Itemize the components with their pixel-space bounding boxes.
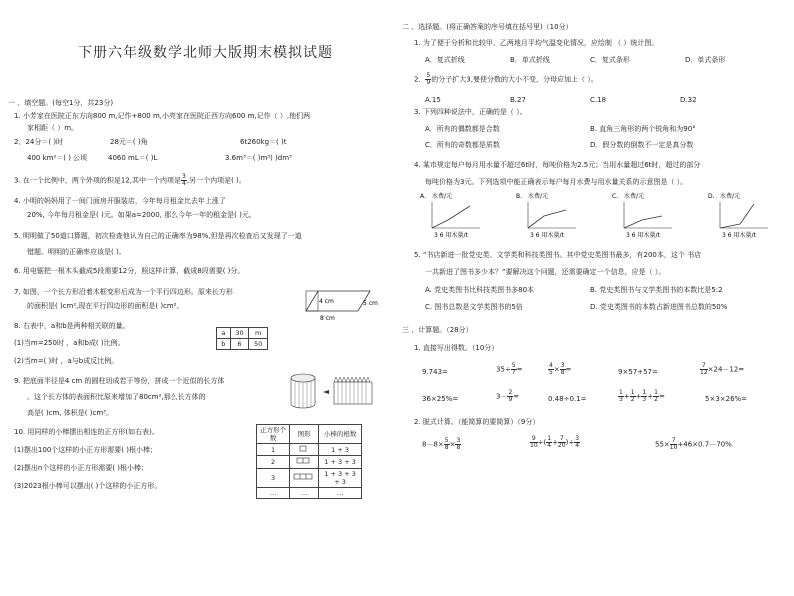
three-squares-shape	[293, 473, 315, 480]
table-row: 3 1 + 3 + 3 + 3	[257, 468, 362, 487]
fig-label-4cm: 4 cm	[319, 298, 334, 305]
mc-q3-opt-d: D．假分数的倒数不一定是真分数	[590, 141, 694, 149]
section-2-header: 二 、选择题。(将正确答案的序号填在括号里)（10分）	[402, 23, 573, 31]
q2-e: 4060 mL＝( )L	[108, 154, 158, 162]
svg-text:3 6 用水量/t: 3 6 用水量/t	[434, 232, 468, 239]
table-row: 2 1 + 3 + 3	[257, 456, 362, 468]
calc-r2-c2: 3－ $\frac{2}{9}$ =	[496, 389, 520, 403]
mc-q3-opt-b: B. 直角三角形的两个锐角和为90°	[590, 125, 696, 133]
svg-text:水费/元: 水费/元	[720, 193, 741, 200]
graph-d	[708, 192, 768, 239]
mc-q5-opt-a: A. 党史类图书比科技类图书多80本	[425, 286, 535, 294]
q8-intro: 8. 右表中，a和b是两种相关联的量。	[14, 322, 130, 330]
graph-c	[612, 192, 672, 239]
q3: 3. 在一个比例中，两个外项的积是12,其中一个内项是 $\frac{3}{4}$ ,另一个内项是( )。	[14, 173, 246, 187]
q7-line1: 7. 如图，一个长方形沿着木框变形后成为一个平行四边形。原来长方形	[14, 288, 233, 296]
svg-text:水费/元: 水费/元	[528, 193, 549, 200]
q10-intro: 10. 用同样的小棒摆出相连的正方形(如右表)。	[14, 428, 159, 436]
mc-q2-opt-c: C.18	[590, 96, 607, 104]
mc-q1-opt-a: A．复式折线	[425, 56, 465, 64]
graph-a	[420, 192, 480, 239]
q8-part2: (2)当m=( )时 ，a与b成反比例。	[14, 357, 119, 365]
svg-text:水费/元: 水费/元	[624, 193, 645, 200]
parallelogram-figure	[298, 283, 378, 325]
svg-text:A.: A.	[420, 193, 426, 200]
mc-q4-graphs	[420, 190, 790, 240]
table-row: 1 1 + 3	[257, 444, 362, 456]
table-header-row: 正方形个数 图形 小棒的根数	[257, 425, 362, 444]
table-row: a 30 m	[217, 328, 268, 339]
svg-text:水费/元: 水费/元	[432, 193, 453, 200]
q9-line2: 。这个长方体的表面积比原来增加了80cm²,那么长方体的	[27, 393, 206, 401]
mc-q4-line2: 每吨价格为3元。下列选项中能正确表示每户每月水费与用水量关系的示意图是（ ）。	[425, 178, 688, 186]
svg-text:B.: B.	[516, 193, 523, 200]
svg-text:3 6 用水量/t: 3 6 用水量/t	[722, 232, 756, 239]
table-row: … … …	[257, 487, 362, 498]
mc-q3: 3. 下列四种说法中，正确的是（ ）。	[414, 108, 527, 116]
expr-2: $\frac{9}{10}$ ÷( $\frac{1}{4}$ + $\frac{7}{20}$ )÷ $\frac{3}{4}$	[530, 435, 580, 449]
fig-label-5cm: 5 cm	[363, 300, 378, 307]
mc-q1: 1. 为了便于分析和比较甲、乙两地月平均气温变化情况，应绘制 （ ）统计图。	[414, 39, 659, 47]
calc-r2-c5: 5×3×26%=	[705, 395, 748, 403]
q10-part1: (1)摆出100个这样的小正方形需要( )根小棒；	[14, 446, 157, 454]
fig-label-8cm: 8 cm	[320, 315, 335, 322]
q10-part3: (3)2023根小棒可以摆出( )个这样的小正方形。	[14, 482, 162, 490]
cylinder-figure	[288, 370, 378, 412]
svg-text:3 6 用水量/t: 3 6 用水量/t	[626, 232, 660, 239]
q2-d: 400 km²＝( ) 公顷	[27, 154, 88, 162]
calc-r1-c3: $\frac{4}{5}$ × $\frac{3}{8}$ =	[549, 362, 572, 376]
q5-line1: 5. 明明做了50道口算题，初次检查他认为自己的正确率为98%,但是再次检查后又发现了一道	[14, 232, 302, 240]
q1-line1: 1. 小芳家在医院正东方向800 m,记作+800 m,小亮家在医院正西方向600 m,记作（ ）,他们两	[14, 112, 311, 120]
table-row: b 6 50	[217, 339, 268, 350]
mc-q5-opt-d: D. 党史类图书的本数占新进图书总数的50%	[590, 303, 728, 311]
svg-text:3 6 用水量/t: 3 6 用水量/t	[530, 232, 564, 239]
graph-b	[516, 192, 576, 239]
page-title: 下册六年级数学北师大版期末模拟试题	[78, 45, 333, 61]
mc-q1-opt-c: C．复式条形	[590, 56, 630, 64]
mc-q5-line2: 一共新进了图书多少本？”要解决这个问题，还需要确定一个信息，应是（ ）。	[425, 268, 666, 276]
svg-text:D.: D.	[708, 193, 715, 200]
mc-q5-opt-c: C. 图书总数是文学类图书的5倍	[425, 303, 523, 311]
mc-q3-opt-a: A．所有的偶数都是合数	[425, 125, 500, 133]
q2-f: 3.6m³＝( )m³( )dm³	[225, 154, 292, 162]
mc-q5-line1: 5. “书店新进一批党史类、文学类和科技类图书。其中党史类图书最多，有200本，这个 书店	[414, 251, 702, 259]
mc-q5-opt-b: B. 党史类图书与文学类图书的本数比是5:2	[590, 286, 723, 294]
q2-b: 28元＝( )角	[110, 138, 148, 146]
mc-q4-line1: 4. 某市规定每户每月用水量不超过6t时，每吨价格为2.5元；当用水量超过6t时，超过的部分	[414, 161, 701, 169]
mc-q1-opt-d: D．单式条形	[685, 56, 726, 64]
calc-r1-c5: $\frac{7}{12}$ ×24－12=	[700, 362, 745, 376]
one-square-shape	[299, 445, 309, 452]
q8-table	[216, 327, 268, 350]
calc-r2-c4: $\frac{1}{3}$ + $\frac{1}{2}$ + $\frac{1}{3}$ + $\frac{1}{2}$ =	[619, 389, 665, 403]
q5-line2: 错题。明明的正确率应该是( )。	[27, 248, 126, 256]
q6: 6. 用电锯把一根木头截成5段需要12分，照这样计算，截成8段需要( )分。	[14, 267, 245, 275]
mc-q1-opt-b: B．单式折线	[510, 56, 550, 64]
mc-q2-opt-b: B.27	[510, 96, 526, 104]
q10-part2: (2)摆出n个这样的小正方形需要( )根小棒；	[14, 464, 149, 472]
calc-r2-c1: 36×25%=	[422, 395, 459, 403]
mc-q2: 2． $\frac{5}{9}$ 的分子扩大3,要使分数的大小不变，分母应加上（ ）。	[414, 72, 598, 86]
mc-q2-opt-d: D.32	[680, 96, 697, 104]
section-1-header: 一 、填空题。(每空1分，共23分)	[8, 99, 114, 107]
q1-line2: 家相距（ ）m。	[27, 124, 79, 132]
calc-r1-c4: 9×57+57=	[618, 368, 658, 376]
q8-part1: (1)当m=250时 ，a和b成( )比例。	[14, 339, 125, 347]
calc-part1-title: 1. 直接写出得数。（10分）	[414, 344, 499, 352]
mc-q2-opt-a: A.15	[425, 96, 441, 104]
calc-part2-title: 2. 脱式计算。（能简算的要简算）（9分）	[414, 418, 540, 426]
q9-line3: 高是( )cm, 体积是( )cm³。	[27, 409, 113, 417]
calc-r2-c3: 0.48÷0.1=	[548, 395, 587, 403]
q7-line2: 的面积是( )cm²,现在平行四边形的面积是( )cm²。	[27, 302, 184, 310]
q9-line1: 9. 把底面半径是4 cm 的圆柱切成若干等份，拼成一个近似的长方体	[14, 377, 225, 385]
section-3-header: 三 、计算题。（28分）	[402, 326, 473, 334]
q4-line2: 20%, 今年每月租金是( )元。如果a=2000, 那么今年一年的租金是( )元。	[27, 211, 256, 219]
expr-3: 55× $\frac{7}{10}$ +46×0.7－70%	[655, 437, 732, 451]
q2-a: 2．24分＝( )时	[14, 138, 64, 146]
expr-1: 8－8× $\frac{5}{8}$ × $\frac{3}{8}$	[422, 437, 461, 451]
mc-q3-opt-c: C．所有的奇数都是质数	[425, 141, 500, 149]
svg-text:C.: C.	[612, 193, 619, 200]
calc-r1-c1: 9.743=	[422, 368, 448, 376]
q2-c: 6t260kg＝( )t	[240, 138, 287, 146]
two-squares-shape	[296, 457, 312, 464]
q10-table	[256, 424, 362, 499]
calc-r1-c2: 35÷ $\frac{5}{7}$ =	[496, 362, 523, 376]
q4-line1: 4. 小明的妈妈用了一间门面房开服装店，今年每月租金比去年上涨了	[14, 197, 226, 205]
